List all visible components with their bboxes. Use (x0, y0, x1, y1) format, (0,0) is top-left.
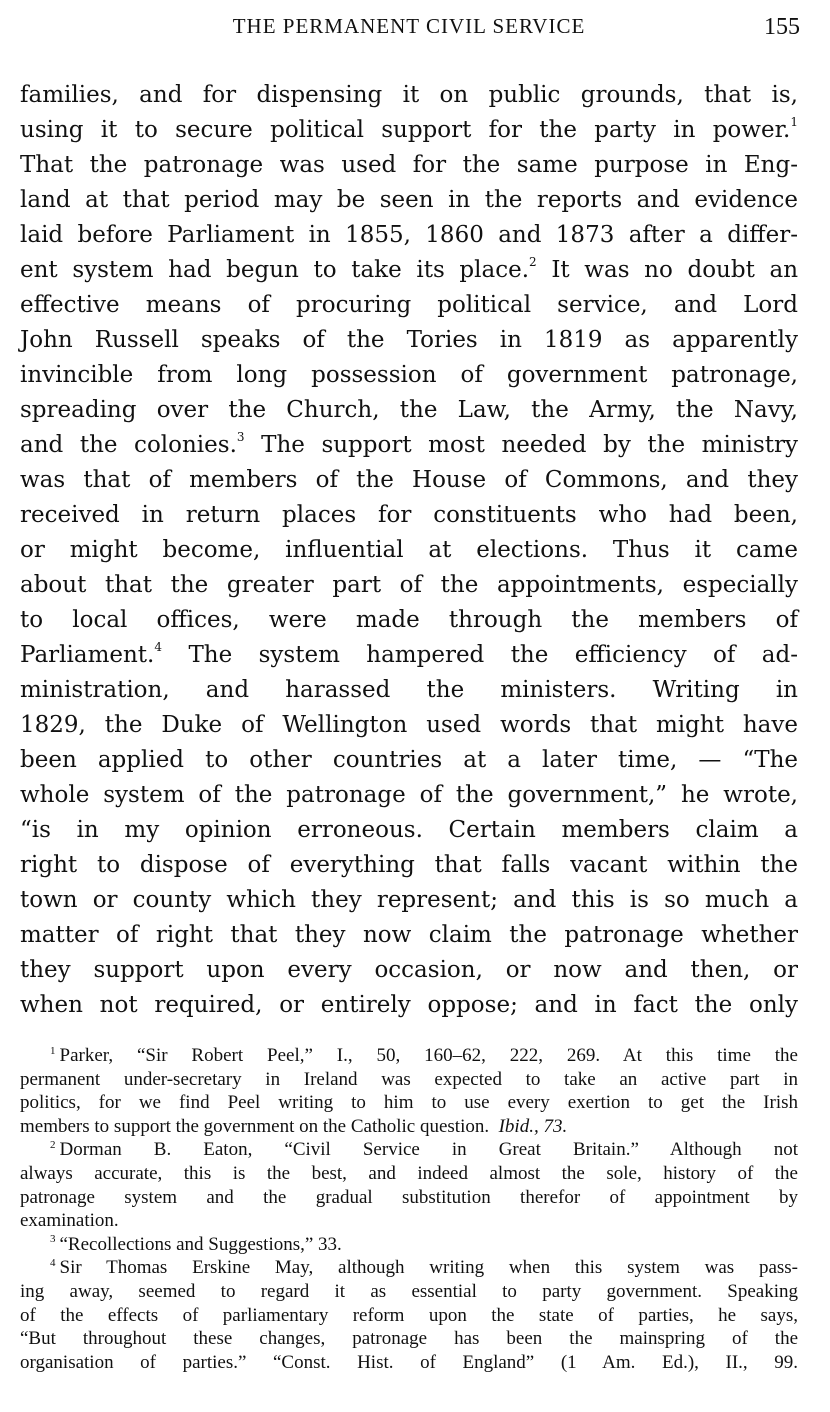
body-line: using it to secure political support for the party in power.$^1$ (20, 115, 798, 143)
body-line: That the patronage was used for the same purpose in Eng- (20, 152, 798, 178)
body-line: ministration, and harassed the ministers. Writing in (20, 677, 798, 703)
footnote-line: ing away, seemed to regard it as essential to party government. Speaking (20, 1280, 798, 1302)
footnote-line: of the effects of parliamentary reform upon the state of parties, he says, (20, 1304, 798, 1326)
footnote-ref-3: 3 (236, 430, 245, 445)
body-line: effective means of procuring political service, and Lord (20, 292, 798, 318)
footnote-line: always accurate, this is the best, and indeed almost the sole, history of the (20, 1162, 798, 1184)
body-line: laid before Parliament in 1855, 1860 and 1873 after a differ- (20, 222, 798, 248)
footnote-line: patronage system and the gradual substitution therefor of appointment by (20, 1186, 798, 1208)
footnote-ref-4: 4 (154, 640, 163, 655)
footnote-ref-2: 2 (529, 255, 537, 270)
body-line: was that of members of the House of Commons, and they (20, 467, 798, 493)
footnote-line: politics, for we find Peel writing to him to use every exertion to get the Irish (20, 1092, 798, 1114)
body-text (20, 78, 798, 1023)
body-line: matter of right that they now claim the patronage whether (20, 922, 798, 948)
footnote-ref-1: 1 (790, 115, 798, 130)
body-line: invincible from long possession of government patronage, (20, 362, 798, 388)
body-line: right to dispose of everything that falls vacant within the (20, 852, 798, 878)
body-line: spreading over the Church, the Law, the Army, the Navy, (20, 397, 798, 423)
footnotes (20, 1044, 798, 1374)
body-line: and the colonies.$^3$ The support most needed by the ministry (20, 430, 798, 458)
body-line: families, and for dispensing it on public grounds, that is, (20, 82, 798, 108)
footnote-line: organisation of parties.” “Const. Hist. of England” (1 Am. Ed.), II., 99. (20, 1351, 798, 1373)
running-head (18, 14, 800, 44)
body-line: John Russell speaks of the Tories in 1819 as apparently (20, 327, 798, 353)
body-line: whole system of the patronage of the government,” he wrote, (20, 782, 798, 808)
footnote-line: examination. (20, 1210, 119, 1232)
body-line: town or county which they represent; and this is so much a (20, 887, 798, 913)
body-line: about that the greater part of the appointments, especially (20, 572, 798, 598)
footnote-line: members to support the government on the Catholic question. Ibid., 73. (20, 1115, 568, 1137)
footnote-4: $^4$ Sir Thomas Erskine May, although writing when this system was pass- (50, 1257, 798, 1279)
footnote-number: 1 (50, 1044, 56, 1057)
footnote-number: 3 (50, 1233, 56, 1246)
body-line: ent system had begun to take its place.$^2$ It was no doubt an (20, 255, 799, 283)
body-line: when not required, or entirely oppose; and in fact the only (20, 992, 798, 1018)
footnote-3: $^3$ “Recollections and Suggestions,” 33. (50, 1233, 342, 1255)
footnote-1: $^1$ Parker, “Sir Robert Peel,” I., 50, 160–62, 222, 269. At this time the (50, 1044, 798, 1066)
footnote-line: permanent under-secretary in Ireland was expected to take an active part in (20, 1068, 798, 1090)
ibid-citation: Ibid., 73. (498, 1115, 568, 1137)
page-number: 155 (764, 14, 800, 40)
body-line: they support upon every occasion, or now and then, or (20, 957, 798, 983)
footnote-2: $^2$ Dorman B. Eaton, “Civil Service in Great Britain.” Although not (50, 1139, 798, 1161)
body-line: to local offices, were made through the members of (20, 607, 798, 633)
body-line: Parliament.$^4$ The system hampered the efficiency of ad- (20, 640, 798, 668)
running-title: THE PERMANENT CIVIL SERVICE (232, 14, 586, 38)
footnote-number: 4 (50, 1257, 56, 1270)
body-line: or might become, influential at elections. Thus it came (20, 537, 798, 563)
body-line: received in return places for constituents who had been, (20, 502, 798, 528)
footnote-line: “But throughout these changes, patronage has been the mainspring of the (20, 1328, 798, 1350)
body-line: “is in my opinion erroneous. Certain members claim a (20, 817, 798, 843)
body-line: 1829, the Duke of Wellington used words that might have (20, 712, 798, 738)
body-line: been applied to other countries at a later time, — “The (20, 747, 798, 773)
body-line: land at that period may be seen in the reports and evidence (20, 187, 798, 213)
footnote-number: 2 (50, 1139, 56, 1152)
